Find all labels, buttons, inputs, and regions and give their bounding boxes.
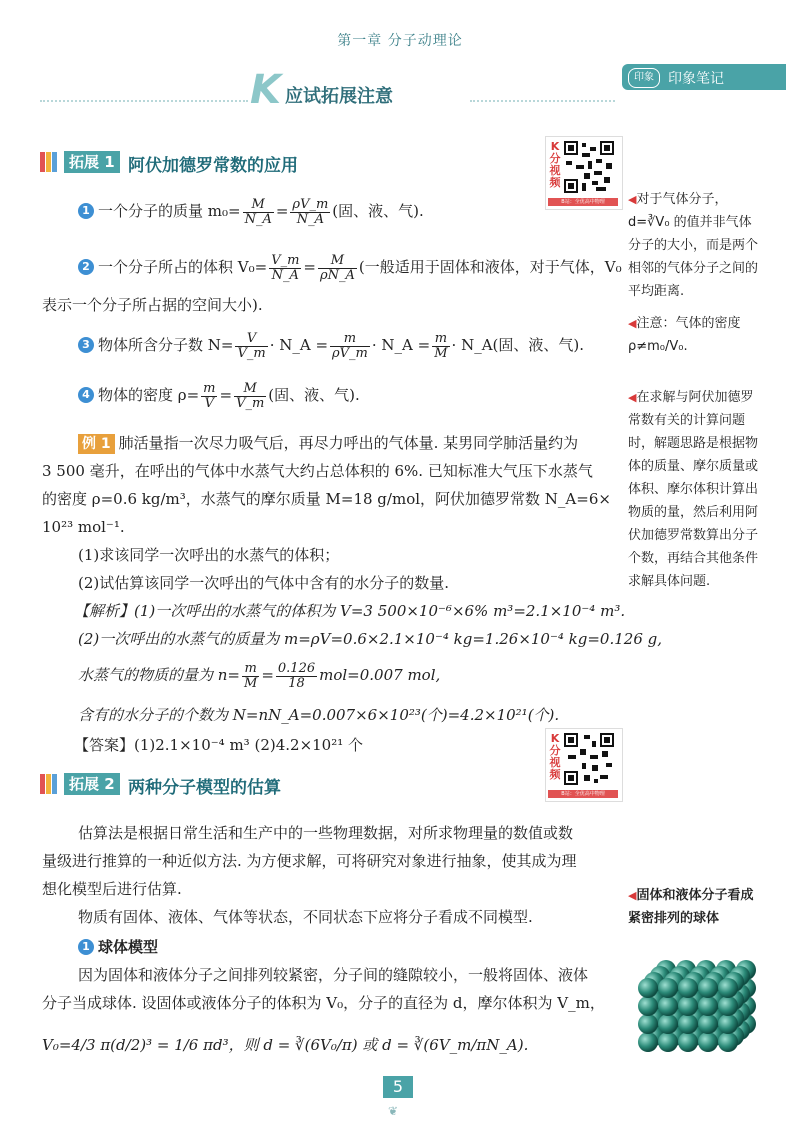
example-1-tag: 例 1 [78, 434, 115, 454]
lattice-sphere [698, 1032, 718, 1052]
lattice-sphere [718, 1014, 738, 1034]
lattice-sphere [678, 1014, 698, 1034]
lattice-sphere [698, 978, 718, 998]
divider-left [40, 100, 248, 102]
ext2-para-2: 物质有固体、液体、气体等状态，不同状态下应将分子看成不同模型. [78, 908, 533, 926]
ext1-item-4: 4 物体的密度 ρ= $\frac{m}{V}$ = $\frac{M}{V\_m}$ (固、液、气). [78, 380, 360, 411]
solution-2: (2)一次呼出的水蒸气的质量为 m=ρV=0.6×2.1×10⁻⁴ kg=1.26×10⁻⁴ kg=0.126 g, [78, 630, 663, 648]
ext2-para-3-line-1: 因为固体和液体分子之间排列较紧密，分子间的缝隙较小，一般将固体、液体 [78, 966, 589, 984]
qr-code-icon [564, 141, 614, 193]
extension-2-heading [40, 772, 340, 798]
lattice-sphere [638, 1032, 658, 1052]
lattice-sphere [698, 1014, 718, 1034]
extension-1-heading [40, 150, 340, 176]
leaf-icon: ❦ [388, 1104, 399, 1118]
impression-notes-tab [622, 64, 786, 90]
ext1-item-2-line2: 表示一个分子所占据的空间大小). [42, 296, 263, 314]
notebook-icon: 印象 [628, 68, 660, 88]
book-icon [40, 774, 62, 794]
book-icon [40, 152, 62, 172]
lattice-sphere [658, 978, 678, 998]
sphere-model-heading: 1 球体模型 [78, 932, 158, 962]
example-1-line-4: 10²³ mol⁻¹. [42, 518, 125, 536]
qr-footer: B站：全优高中物理 [548, 790, 618, 798]
ext2-para-1-line-2: 量级进行推算的一种近似方法. 为方便求解，可将研究对象进行抽象，使其成为理 [42, 852, 577, 870]
ext2-para-1-line-3: 想化模型后进行估算. [42, 880, 182, 898]
video-qr-code-2[interactable] [545, 728, 623, 802]
triangle-marker-icon: ◀ [628, 193, 637, 206]
sphere-lattice-image [630, 950, 760, 1060]
lattice-sphere [658, 996, 678, 1016]
page-number: 5 [383, 1076, 413, 1098]
extension-2-title: 两种分子模型的估算 [128, 778, 281, 798]
video-label: K 分 视 频 [549, 140, 561, 189]
video-qr-code-1[interactable] [545, 136, 623, 210]
lattice-sphere [678, 996, 698, 1016]
question-2: (2)试估算该同学一次呼出的气体中含有的水分子的数量. [78, 574, 450, 592]
side-note-4: ◀固体和液体分子看成紧密排列的球体 [628, 888, 754, 926]
triangle-marker-icon: ◀ [628, 317, 637, 330]
solution-1: 【解析】(1)一次呼出的水蒸气的体积为 V=3 500×10⁻⁶×6% m³=2.1×10⁻⁴ m³. [74, 602, 626, 620]
section-k-logo: K [250, 67, 281, 113]
side-note-3: ◀在求解与阿伏加德罗常数有关的计算问题时，解题思路是根据物体的质量、摩尔质量或体积、摩尔体积计算出物质的量，然后利用阿伏加德罗常数算出分子个数，再结合其他条件求解具体问题. [628, 390, 759, 589]
qr-code-icon [564, 733, 614, 785]
side-note-2: ◀注意：气体的密度 ρ≠m₀/V₀. [628, 316, 741, 354]
triangle-marker-icon: ◀ [628, 889, 637, 902]
section-title: 应试拓展注意 [285, 86, 393, 107]
solution-4: 含有的水分子的个数为 N=nN_A=0.007×6×10²³(个)=4.2×10²¹(个). [78, 706, 560, 724]
solution-3: 水蒸气的物质的量为 n= $\frac{m}{M}$ = $\frac{0.126}{18}$ mol=0.007 mol, [78, 660, 441, 691]
lattice-sphere [678, 1032, 698, 1052]
video-label: K 分 视 频 [549, 732, 561, 781]
impression-label: 印象笔记 [668, 71, 724, 87]
extension-1-tag: 拓展 1 [64, 151, 120, 173]
lattice-sphere [638, 996, 658, 1016]
ext2-para-3-line-2: 分子当成球体. 设固体或液体分子的体积为 V₀，分子的直径为 d，摩尔体积为 V_m， [42, 994, 605, 1012]
side-note-1: ◀对于气体分子，d=∛V₀ 的值并非气体分子的大小，而是两个相邻的气体分子之间的平均距离. [628, 192, 759, 299]
triangle-marker-icon: ◀ [628, 391, 637, 404]
answer: 【答案】(1)2.1×10⁻⁴ m³ (2)4.2×10²¹ 个 [74, 736, 364, 754]
divider-right [470, 100, 615, 102]
question-1: (1)求该同学一次呼出的水蒸气的体积； [78, 546, 340, 564]
lattice-sphere [718, 996, 738, 1016]
extension-1-title: 阿伏加德罗常数的应用 [128, 156, 298, 176]
lattice-sphere [638, 1014, 658, 1034]
lattice-sphere [698, 996, 718, 1016]
lattice-sphere [638, 978, 658, 998]
ext2-para-1-line-1: 估算法是根据日常生活和生产中的一些物理数据，对所求物理量的数值或数 [78, 824, 574, 842]
qr-footer: B站：全优高中物理 [548, 198, 618, 206]
chapter-header: 第一章 分子动理论 [337, 33, 463, 49]
lattice-sphere [718, 978, 738, 998]
lattice-sphere [658, 1014, 678, 1034]
ext1-item-1: 1 一个分子的质量 m₀= $\frac{M}{N\_A}$ = $\frac{\rho V\_m}{N\_A}$ (固、液、气). [78, 196, 424, 227]
example-1-line-2: 3 500 毫升，在呼出的气体中水蒸气大约占总体积的 6%. 已知标准大气压下水蒸气 [42, 462, 593, 480]
ext1-item-3: 3 物体所含分子数 N= $\frac{V}{V\_m}$ · N_A = $\frac{m}{\rho V\_m}$ · N_A = $\frac{m}{M}$ · N_A(固、液、气). [78, 330, 584, 361]
extension-2-tag: 拓展 2 [64, 773, 120, 795]
lattice-sphere [678, 978, 698, 998]
lattice-sphere [658, 1032, 678, 1052]
example-1-line-1: 例 1 肺活量指一次尽力吸气后，再尽力呼出的气体量. 某男同学肺活量约为 [78, 428, 578, 458]
lattice-sphere [718, 1032, 738, 1052]
ext1-item-2: 2 一个分子所占的体积 V₀= $\frac{V\_m}{N\_A}$ = $\frac{M}{\rho N\_A}$ (一般适用于固体和液体，对于气体，V₀ [78, 252, 622, 283]
sphere-formula: V₀=4/3 π(d/2)³ = 1/6 πd³，则 d = ∛(6V₀/π) 或 d = ∛(6V_m/πN_A). [42, 1036, 529, 1054]
example-1-line-3: 的密度 ρ=0.6 kg/m³，水蒸气的摩尔质量 M=18 g/mol，阿伏加德罗常数 N_A=6× [42, 490, 611, 508]
